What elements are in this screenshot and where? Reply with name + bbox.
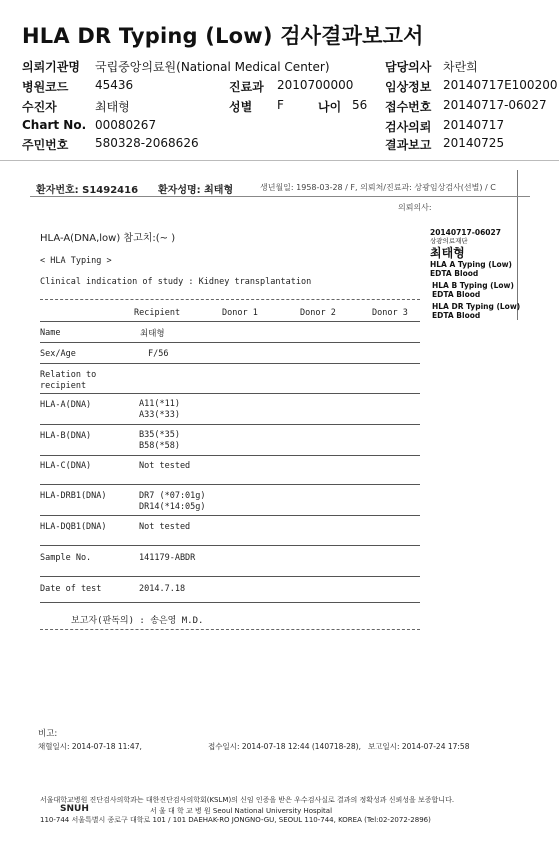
section-heading: < HLA Typing >: [40, 256, 112, 266]
value-department: 2010700000: [277, 78, 354, 92]
table-top-dash: [40, 299, 420, 300]
col-donor-2: Donor 2: [300, 308, 336, 318]
row-label: HLA-C(DNA): [40, 461, 92, 471]
row-rule: [40, 393, 420, 394]
value-chart-no: 00080267: [95, 118, 157, 132]
row-value: Not tested: [139, 461, 191, 471]
doctor-label: 의뢰의사:: [398, 203, 432, 212]
row-rule: [40, 455, 420, 456]
row-rule: [40, 545, 420, 546]
label-resident-no: 주민번호: [22, 138, 69, 152]
row-rule: [40, 363, 420, 364]
row-value: 최태형: [140, 329, 165, 339]
reporter: 보고자(판독의) : 송은영 M.D.: [71, 616, 204, 626]
label-sex: 성별: [229, 100, 253, 114]
row-value: DR7 (*07:01g) DR14(*14:05g): [139, 491, 206, 512]
col-donor-3: Donor 3: [372, 308, 408, 318]
reference-title: HLA-A(DNA,low) 참고치:(~ ): [40, 233, 176, 244]
row-label: HLA-DRB1(DNA): [40, 491, 107, 501]
row-label: Relation to recipient: [40, 370, 97, 391]
value-age: 56: [352, 98, 368, 112]
row-value: F/56: [148, 349, 169, 359]
row-value: A11(*11) A33(*33): [139, 399, 180, 420]
report-title: HLA DR Typing (Low) 검사결과보고서: [22, 24, 424, 48]
value-report-date: 20140725: [443, 136, 505, 150]
label-report-date: 결과보고: [385, 138, 432, 152]
value-doctor: 차란희: [443, 60, 478, 74]
value-clinical-info: 20140717E100200: [443, 78, 558, 92]
row-value: Not tested: [139, 522, 191, 532]
col-donor-1: Donor 1: [222, 308, 258, 318]
specimen-item: EDTA Blood: [432, 290, 481, 299]
row-value: 141179-ABDR: [139, 553, 196, 563]
reporter-dash: [40, 629, 420, 630]
row-rule: [40, 342, 420, 343]
value-request-date: 20140717: [443, 118, 505, 132]
specimen-org: 상광의료재단: [430, 237, 468, 245]
label-request-date: 검사의뢰: [385, 120, 432, 134]
row-label: Sample No.: [40, 553, 92, 563]
specimen-label: [430, 228, 520, 320]
label-doctor: 담당의사: [385, 60, 432, 74]
clinical-indication: Clinical indication of study : Kidney transplantation: [40, 277, 312, 287]
specimen-item: EDTA Blood: [432, 311, 481, 320]
specimen-item: EDTA Blood: [430, 269, 479, 278]
value-hospital-code: 45436: [95, 78, 134, 92]
row-rule: [40, 515, 420, 516]
reported-time: 보고일시: 2014-07-24 17:58: [368, 742, 470, 751]
patient-no: 환자번호: S1492416: [36, 185, 139, 196]
row-value: 2014.7.18: [139, 584, 186, 594]
footer-certification: 서울대학교병원 진단검사의학과는 대한진단검사의학회(KSLM)의 신임 인증을 받은 우수검사실로 결과의 정확성과 신뢰성을 보증합니다.: [40, 796, 455, 804]
label-patient: 수진자: [22, 100, 57, 114]
row-label: Name: [40, 328, 61, 338]
value-patient: 최태형: [95, 100, 130, 114]
header-divider: [0, 160, 559, 161]
top-rule: [30, 196, 530, 197]
label-receipt-no: 접수번호: [385, 100, 432, 114]
label-hospital-code: 병원코드: [22, 80, 69, 94]
birth-info: 생년월일: 1958-03-28 / F, 의뢰처/진료과: 상광임상검사(선별) / C: [260, 183, 496, 192]
label-department: 진료과: [229, 80, 264, 94]
row-label: Date of test: [40, 584, 102, 594]
specimen-item: HLA A Typing (Low): [430, 260, 512, 269]
row-rule: [40, 576, 420, 577]
snuh-logo: SNUH: [60, 804, 89, 814]
specimen-code: 20140717-06027: [430, 228, 501, 237]
note-label: 비고:: [38, 729, 58, 739]
label-age: 나이: [318, 100, 342, 114]
footer-hospital-name: 서 울 대 학 교 병 원 Seoul National University Hospital: [150, 807, 333, 815]
row-value: B35(*35) B58(*58): [139, 430, 180, 451]
label-institution: 의뢰기관명: [22, 60, 80, 74]
specimen-name: 최태형: [430, 246, 465, 260]
label-chart-no: Chart No.: [22, 118, 87, 132]
specimen-item: HLA DR Typing (Low): [432, 302, 521, 311]
specimen-item: HLA B Typing (Low): [432, 281, 514, 290]
col-recipient: Recipient: [134, 308, 181, 318]
scanned-report: [0, 170, 559, 852]
row-rule: [40, 602, 420, 603]
patient-name: 환자성명: 최태형: [158, 185, 234, 196]
value-receipt-no: 20140717-06027: [443, 98, 547, 112]
footer-address: 110-744 서울특별시 종로구 대학로 101 / 101 DAEHAK-RO JONGNO-GU, SEOUL 110-744, KOREA (Tel:02-2072-2896): [40, 816, 431, 824]
received-time: 채혈일시: 2014-07-18 11:47,: [38, 742, 142, 751]
row-label: HLA-DQB1(DNA): [40, 522, 107, 532]
accepted-time: 접수일시: 2014-07-18 12:44 (140718-28),: [208, 742, 361, 751]
value-institution: 국립중앙의료원(National Medical Center): [95, 60, 330, 74]
row-label: HLA-A(DNA): [40, 400, 92, 410]
value-sex: F: [277, 98, 284, 112]
value-resident-no: 580328-2068626: [95, 136, 199, 150]
header-rule: [40, 321, 420, 322]
row-label: HLA-B(DNA): [40, 431, 92, 441]
row-label: Sex/Age: [40, 349, 76, 359]
label-clinical-info: 임상정보: [385, 80, 432, 94]
row-rule: [40, 484, 420, 485]
row-rule: [40, 424, 420, 425]
